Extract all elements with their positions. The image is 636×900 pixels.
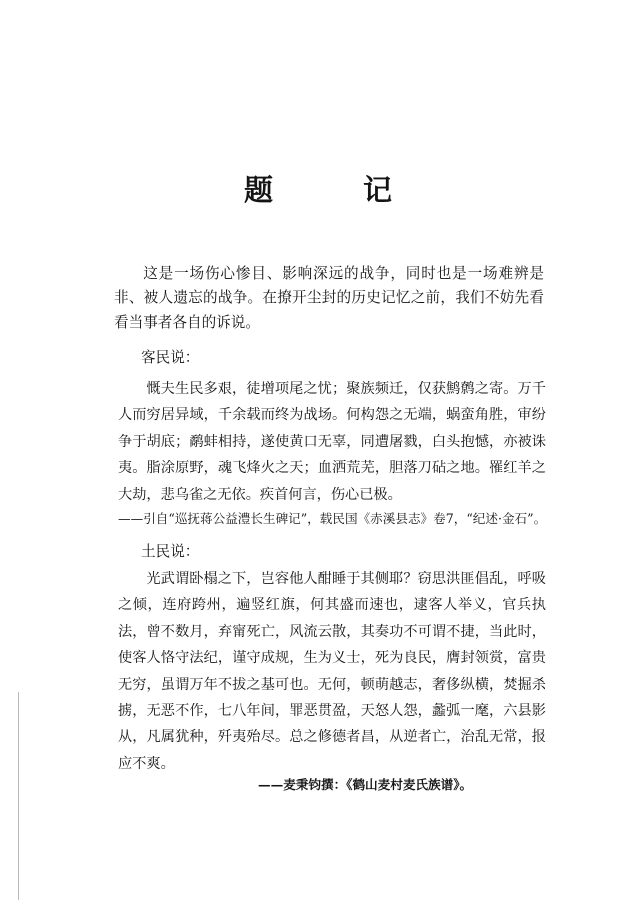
scan-edge-line	[18, 692, 19, 900]
page-title: 题 记	[243, 173, 433, 207]
quote-block-punti	[118, 566, 546, 777]
quote-text-hakka: 慨夫生民多艰，徒增项尾之忧；聚族频迁，仅获鹪鹩之寄。万千人而穷居异域，千余载而终为战场。何构怨之无端，蜗蛮角胜，审纷争于胡底；鹬蚌相持，遂使黄口无辜，同遭屠戮，白头抱憾，亦被诛夷。脂涂原野，魂飞烽火之天；血洒荒芜，胆落刀砧之地。罹红羊之大劫，悲乌雀之无依。疾首何言，伤心已极。	[118, 381, 546, 503]
intro-text: 这是一场伤心惨目、影响深远的战争，同时也是一场难辨是非、被人遗忘的战争。在撩开尘封的历史记忆之前，我们不妨先看看当事者各自的诉说。	[114, 265, 544, 331]
quote-source-punti: ——麦秉钧撰：《鹤山麦村麦氏族谱》。	[258, 777, 473, 792]
speaker-label-punti: 土民说：	[141, 543, 200, 560]
speaker-label-hakka: 客民说：	[141, 349, 200, 366]
intro-paragraph	[114, 262, 544, 335]
quote-source-hakka: ——引自“巡抚蒋公益澧长生碑记”，载民国《赤溪县志》卷7，“纪述·金石”。	[118, 511, 547, 526]
quote-block-hakka	[118, 376, 546, 508]
quote-text-punti: 光武谓卧榻之下，岂容他人酣睡于其侧耶？窃思洪匪倡乱，呼吸之倾，连府跨州，遍竖红旗，何其盛而速也，逮客人举义，官兵执法，曾不数月，弃甯死亡，风流云散，其奏功不可谓不捷，当此时，使客人恪守法纪，谨守成规，生为义士，死为良民，膺封领赏，富贵无穷，虽谓万年不拔之基可也。无何，顿萌越志，奢侈纵横，焚掘杀掳，无恶不作，七八年间，罪恶贯盈，天怒人怨，蠡弧一麾，六县影从，凡属犹种，歼夷殆尽。总之修德者昌，从逆者亡，治乱无常，报应不爽。	[118, 571, 546, 772]
